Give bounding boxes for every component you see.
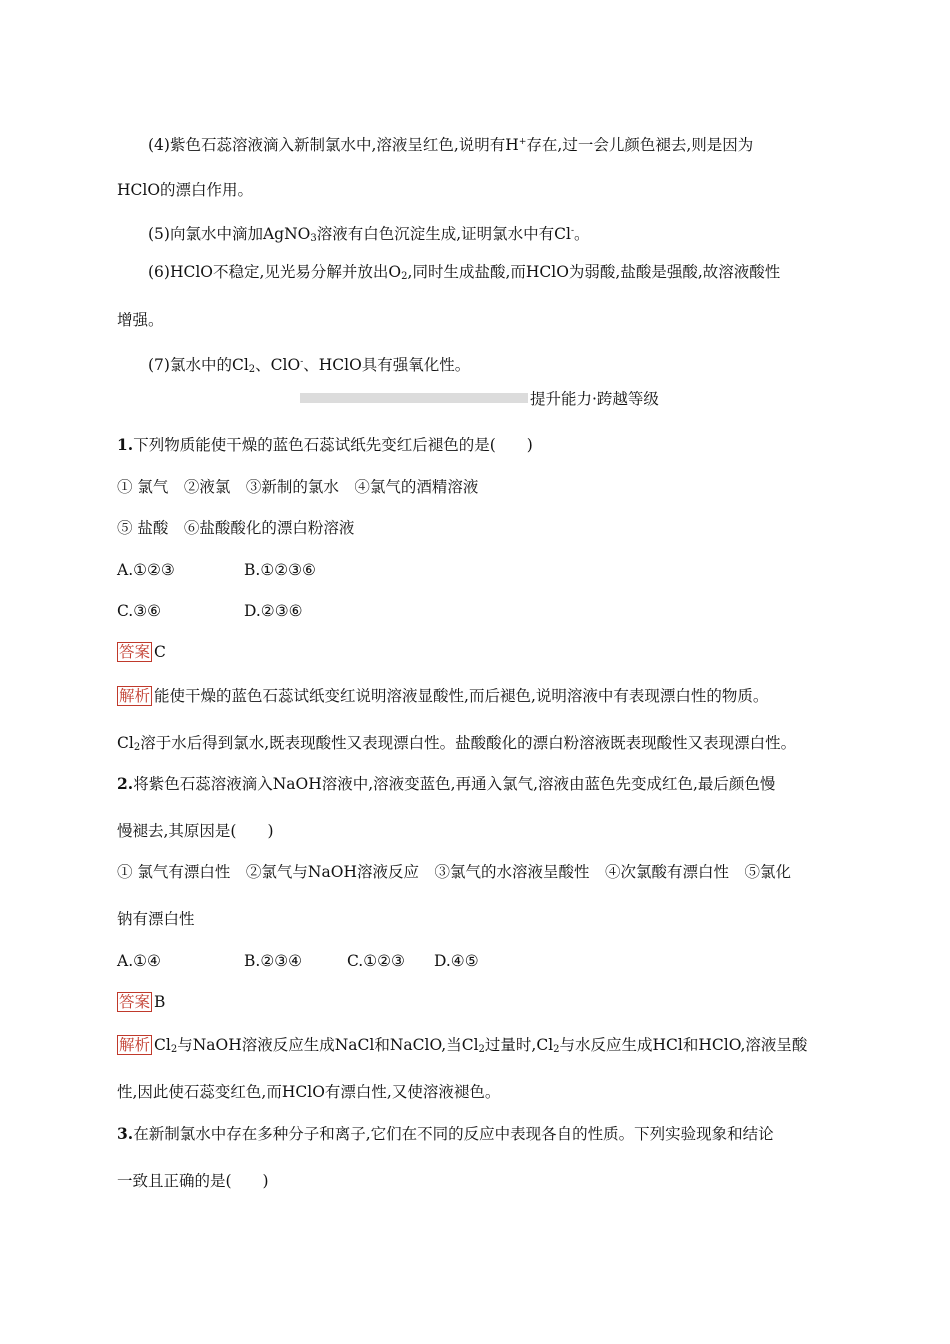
question-2-stem-2: 慢褪去,其原因是( ): [117, 822, 274, 840]
option-b: B.②③④: [244, 952, 303, 970]
question-2-stem-1: 2.将紫色石蕊溶液滴入NaOH溶液中,溶液变蓝色,再通入氯气,溶液由蓝色先变成红色,最后颜色慢: [117, 774, 776, 793]
question-3-stem-1: 3.在新制氯水中存在多种分子和离子,它们在不同的反应中表现各自的性质。下列实验现象和结论: [117, 1124, 774, 1143]
section-title: 提升能力·跨越等级: [530, 390, 659, 408]
option-c: C.①②③: [347, 952, 405, 970]
question-2-analysis-2: 性,因此使石蕊变红色,而HClO有漂白性,又使溶液褪色。: [117, 1083, 501, 1101]
question-1-analysis-1: 解析 能使干燥的蓝色石蕊试纸变红说明溶液显酸性,而后褪色,说明溶液中有表现漂白性的物质。: [119, 687, 769, 705]
option-d: D.④⑤: [434, 952, 479, 970]
question-2-options: [117, 951, 479, 971]
option-a: A.①②③: [117, 561, 175, 579]
question-1-items-1: ① 氯气 ②液氯 ③新制的氯水 ④氯气的酒精溶液: [117, 478, 479, 496]
section-bar: [300, 393, 528, 403]
question-1-items-2: ⑤ 盐酸 ⑥盐酸酸化的漂白粉溶液: [117, 519, 355, 537]
analysis-tag: 解析: [119, 1036, 151, 1054]
option-c: C.③⑥: [117, 602, 162, 620]
question-2-items-1: ① 氯气有漂白性 ②氯气与NaOH溶液反应 ③氯气的水溶液呈酸性 ④次氯酸有漂白性 ⑤氯化: [117, 863, 791, 881]
question-3-stem-2: 一致且正确的是( ): [117, 1172, 269, 1190]
point-4-line-1: (4)紫色石蕊溶液滴入新制氯水中,溶液呈红色,说明有H+存在,过一会儿颜色褪去,则是因为: [148, 136, 754, 154]
question-1-stem: 1.下列物质能使干燥的蓝色石蕊试纸先变红后褪色的是( ): [117, 435, 533, 454]
question-2-analysis-1: 解析 $Cl_2$与NaOH溶液反应生成NaCl和NaClO,当$Cl_2$过量时$,Cl_2$与水反应生成HCl和HClO,溶液呈酸: [119, 1036, 808, 1055]
point-5: (5)向氯水中滴加AgNO$_3$溶液有白色沉淀生成,证明氯水中有Cl-。: [148, 225, 590, 244]
question-1-answer: 答案 C: [119, 643, 166, 661]
question-1-analysis-2: $Cl_2$溶于水后得到氯水,既表现酸性又表现漂白性。盐酸酸化的漂白粉溶液既表现酸性又表现漂白性。: [117, 734, 797, 753]
point-7: (7)氯水中的$Cl_2$、ClO-、HClO具有强氧化性。: [148, 356, 471, 375]
answer-tag: 答案: [119, 643, 151, 661]
question-1-options-ab: [117, 560, 316, 580]
point-6-line-1: (6)HClO不稳定,见光易分解并放出$O_2$,同时生成盐酸,而HClO为弱酸,盐酸是强酸,故溶液酸性: [148, 263, 781, 282]
question-2-answer: 答案 B: [119, 993, 166, 1011]
point-4-line-2: HClO的漂白作用。: [117, 181, 254, 199]
answer-tag: 答案: [119, 993, 151, 1011]
option-b: B.①②③⑥: [244, 561, 316, 579]
section-header: [300, 387, 659, 409]
question-1-options-cd: [117, 601, 303, 621]
point-6-line-2: 增强。: [117, 311, 164, 329]
analysis-tag: 解析: [119, 687, 151, 705]
option-a: A.①④: [117, 952, 161, 970]
option-d: D.②③⑥: [244, 602, 303, 620]
question-2-items-2: 钠有漂白性: [117, 910, 195, 928]
